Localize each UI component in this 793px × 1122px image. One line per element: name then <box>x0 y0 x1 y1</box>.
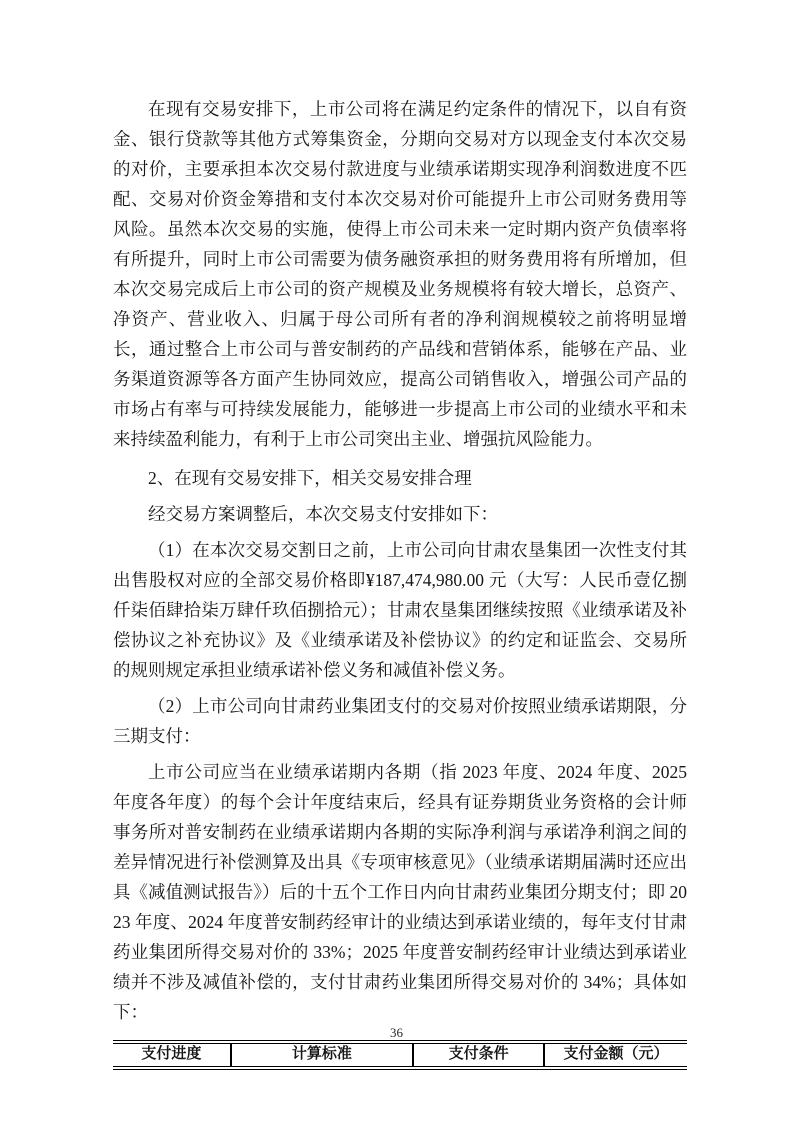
page-number: 36 <box>390 1025 403 1040</box>
table-header-calculation-standard: 计算标准 <box>231 1042 414 1068</box>
document-body <box>113 94 687 1070</box>
paragraph-item-1: （1）在本次交易交割日之前，上市公司向甘肃农垦集团一次性支付其出售股权对应的全部交易价格即¥187,474,980.00 元（大写：人民币壹亿捌仟柒佰肆拾柒万肆仟玖佰捌拾元）；甘肃农垦集团继续按照《业绩承诺及补偿协议之补充协议》及《业绩承诺及补偿协议》的约定和证监会、交易所的规则规定承担业绩承诺补偿义务和减值补偿义务。 <box>113 540 687 680</box>
paragraph-item-2: （2）上市公司向甘肃药业集团支付的交易对价按照业绩承诺期限，分三期支付： <box>113 696 687 746</box>
payment-schedule-table <box>113 1040 687 1070</box>
paragraph-risk-funding: 在现有交易安排下，上市公司将在满足约定条件的情况下，以自有资金、银行贷款等其他方式筹集资金，分期向交易对方以现金支付本次交易的对价，主要承担本次交易付款进度与业绩承诺期实现净利润数进度不匹配、交易对价资金筹措和支付本次交易对价可能提升上市公司财务费用等风险。虽然本次交易的实施，使得上市公司未来一定时期内资产负债率将有所提升，同时上市公司需要为债务融资承担的财务费用将有所增加，但本次交易完成后上市公司的资产规模及业务规模将有较大增长，总资产、净资产、营业收入、归属于母公司所有者的净利润规模较之前将明显增长，通过整合上市公司与普安制药的产品线和营销体系，能够在产品、业务渠道资源等各方面产生协同效应，提高公司销售收入，增强公司产品的市场占有率与可持续发展能力，能够进一步提高上市公司的业绩水平和未来持续盈利能力，有利于上市公司突出主业、增强抗风险能力。 <box>113 99 687 449</box>
table-header-payment-progress: 支付进度 <box>141 1046 202 1062</box>
table-header-payment-amount: 支付金额（元） <box>544 1042 687 1068</box>
table-header-row <box>113 1042 687 1068</box>
section-heading-2: 2、在现有交易安排下，相关交易安排合理 <box>148 468 472 488</box>
paragraph-adjustment-intro: 经交易方案调整后，本次交易支付安排如下： <box>148 504 498 524</box>
paragraph-performance-detail: 上市公司应当在业绩承诺期内各期（指 2023 年度、2024 年度、2025 年度各年度）的每个会计年度结束后，经具有证券期货业务资格的会计师事务所对普安制药在业绩承诺期内各期的实际净利润与承诺净利润之间的差异情况进行补偿测算及出具《专项审核意见》（业绩承诺期届满时还应出具《减值测试报告》）后的十五个工作日内向甘肃药业集团分期支付；即 2023 年度、2024 年度普安制药经审计的业绩达到承诺业绩的，每年支付甘肃药业集团所得交易对价的 33%；2025 年度普安制药经审计业绩达到承诺业绩并不涉及减值补偿的，支付甘肃药业集团所得交易对价的 34%；具体如下： <box>113 762 687 1022</box>
table-header-payment-condition: 支付条件 <box>413 1042 544 1068</box>
